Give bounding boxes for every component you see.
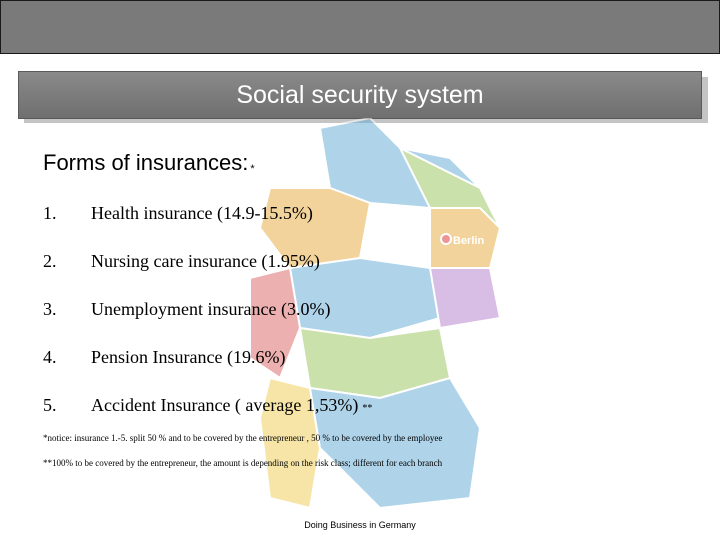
top-header-bar	[0, 0, 720, 54]
list-item	[43, 203, 313, 224]
list-item-label: Accident Insurance ( average 1,53%)	[91, 395, 359, 415]
list-item-number: 2.	[43, 251, 57, 271]
list-item	[43, 299, 330, 320]
heading-footnote-marker: *	[250, 163, 255, 175]
list-item	[43, 251, 320, 272]
list-item-number: 1.	[43, 203, 57, 223]
list-item-footnote-marker: **	[362, 403, 373, 414]
list-item-label: Nursing care insurance (1.95%)	[91, 251, 320, 271]
berlin-marker	[441, 234, 451, 244]
berlin-label: Berlin	[453, 235, 485, 247]
insurance-heading	[43, 150, 255, 176]
list-item	[43, 347, 285, 368]
list-item-number: 5.	[43, 395, 57, 415]
map-region-east-central	[430, 268, 500, 328]
footnote-1: *notice: insurance 1.-5. split 50 % and to be covered by the entrepreneur , 50 % to be covered by the employee	[43, 433, 443, 443]
list-item-label: Health insurance (14.9-15.5%)	[91, 203, 313, 223]
slide-footer: Doing Business in Germany	[304, 520, 416, 530]
list-item-label: Unemployment insurance (3.0%)	[91, 299, 331, 319]
slide-title: Social security system	[236, 80, 484, 109]
heading-text: Forms of insurances:	[43, 150, 249, 175]
list-item-number: 3.	[43, 299, 57, 319]
list-item	[43, 395, 372, 416]
list-item-number: 4.	[43, 347, 57, 367]
list-item-label: Pension Insurance (19.6%)	[91, 347, 286, 367]
title-banner	[18, 71, 702, 119]
footnote-2: **100% to be covered by the entrepreneur, the amount is depending on the risk class; different for each branch	[43, 458, 443, 468]
